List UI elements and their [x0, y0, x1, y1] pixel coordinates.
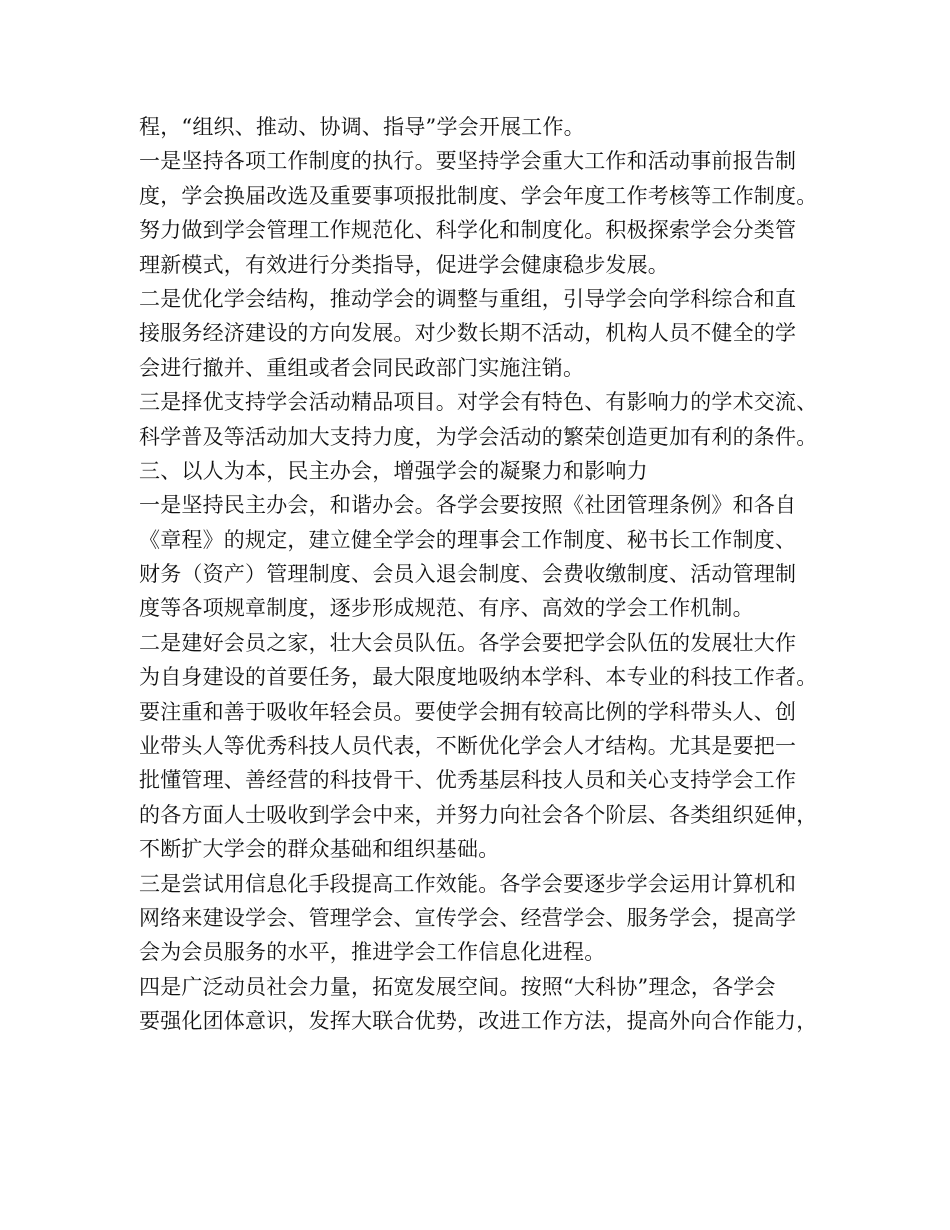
- text-line: 度等各项规章制度，逐步形成规范、有序、高效的学会工作机制。: [139, 596, 754, 621]
- text-line: 会为会员服务的水平，推进学会工作信息化进程。: [139, 940, 606, 965]
- text-line: 《章程》的规定，建立健全学会的理事会工作制度、秘书长工作制度、: [139, 527, 797, 552]
- text-line: 度，学会换届改选及重要事项报批制度、学会年度工作考核等工作制度。: [139, 183, 818, 208]
- text-line: 要强化团体意识，发挥大联合优势，改进工作方法，提高外向合作能力，: [139, 1009, 818, 1034]
- text-line: 理新模式，有效进行分类指导，促进学会健康稳步发展。: [139, 252, 669, 277]
- text-line: 科学普及等活动加大支持力度，为学会活动的繁荣创造更加有利的条件。: [139, 424, 818, 449]
- text-line: 会进行撤并、重组或者会同民政部门实施注销。: [139, 355, 585, 380]
- text-line: 网络来建设学会、管理学会、宣传学会、经营学会、服务学会，提高学: [139, 905, 797, 930]
- text-line: 一是坚持各项工作制度的执行。要坚持学会重大工作和活动事前报告制: [139, 149, 797, 174]
- text-line: 努力做到学会管理工作规范化、科学化和制度化。积极探索学会分类管: [139, 218, 797, 243]
- text-line: 业带头人等优秀科技人员代表，不断优化学会人才结构。尤其是要把一: [139, 734, 797, 759]
- text-line: 不断扩大学会的群众基础和组织基础。: [139, 837, 500, 862]
- text-line: 批懂管理、善经营的科技骨干、优秀基层科技人员和关心支持学会工作: [139, 768, 797, 793]
- text-line: 一是坚持民主办会，和谐办会。各学会要按照《社团管理条例》和各自: [139, 493, 797, 518]
- text-line: 四是广泛动员社会力量，拓宽发展空间。按照“大科协”理念，各学会: [139, 974, 776, 999]
- document-body: [139, 110, 839, 1039]
- text-line: 接服务经济建设的方向发展。对少数长期不活动，机构人员不健全的学: [139, 321, 797, 346]
- text-line: 财务（资产）管理制度、会员入退会制度、会费收缴制度、活动管理制: [139, 562, 797, 587]
- text-line: 程，“组织、推动、协调、指导”学会开展工作。: [139, 115, 585, 139]
- text-line: 的各方面人士吸收到学会中来，并努力向社会各个阶层、各类组织延伸，: [139, 802, 818, 827]
- text-line: 二是建好会员之家，壮大会员队伍。各学会要把学会队伍的发展壮大作: [139, 630, 797, 655]
- text-line: 二是优化学会结构，推动学会的调整与重组，引导学会向学科综合和直: [139, 286, 797, 311]
- section-heading: 三、以人为本，民主办会，增强学会的凝聚力和影响力: [139, 458, 648, 483]
- text-line: 要注重和善于吸收年轻会员。要使学会拥有较高比例的学科带头人、创: [139, 699, 797, 724]
- text-line: 三是择优支持学会活动精品项目。对学会有特色、有影响力的学术交流、: [139, 390, 818, 415]
- text-line: 为自身建设的首要任务，最大限度地吸纳本学科、本专业的科技工作者。: [139, 665, 818, 690]
- text-line: 三是尝试用信息化手段提高工作效能。各学会要逐步学会运用计算机和: [139, 871, 797, 896]
